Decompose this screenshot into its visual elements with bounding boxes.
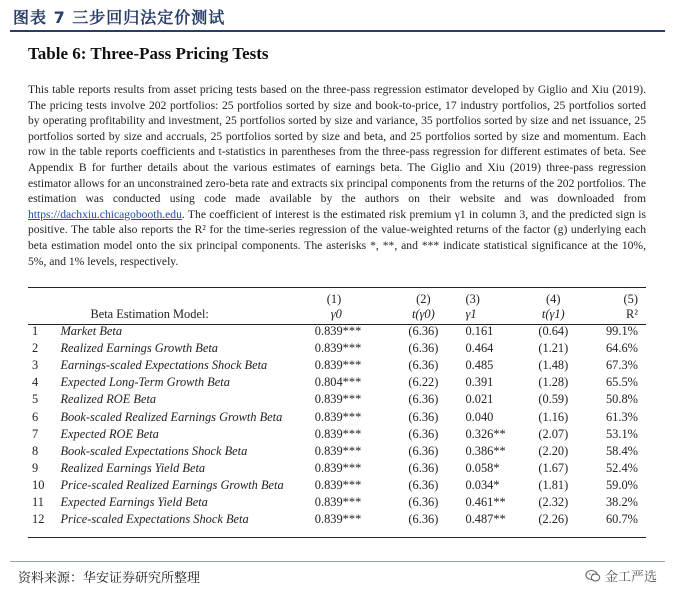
row-gamma1: 0.161 [465,324,494,339]
row-gamma1: 0.040 [465,409,494,424]
row-r2: 65.5% [605,375,638,390]
watermark-text: 金工严选 [604,570,657,585]
column-name-row [28,307,646,323]
row-model: Expected ROE Beta [60,426,159,441]
row-t-gamma0: (6.36) [408,477,439,492]
row-t-gamma1: (1.67) [538,460,569,475]
row-t-gamma0: (6.36) [408,358,439,373]
table-row [28,477,646,494]
row-model: Price-scaled Realized Earnings Growth Beta [60,477,284,492]
row-t-gamma1: (2.32) [538,494,569,509]
row-gamma0: 0.804*** [314,375,362,390]
row-t-gamma0: (6.36) [408,392,439,407]
row-gamma0: 0.839*** [314,443,362,458]
row-model: Price-scaled Expectations Shock Beta [60,512,249,527]
row-r2: 59.0% [605,477,638,492]
row-gamma1: 0.461** [465,494,506,509]
row-gamma0: 0.839*** [314,324,362,339]
row-index: 8 [32,443,39,458]
col-number-3: (3) [465,292,480,306]
table-row [28,340,646,357]
row-t-gamma0: (6.22) [408,375,439,390]
row-r2: 61.3% [605,409,638,424]
row-r2: 38.2% [605,494,638,509]
row-index: 4 [32,375,39,390]
row-r2: 64.6% [605,341,638,356]
table-row [28,460,646,477]
row-t-gamma0: (6.36) [408,324,439,339]
row-gamma0: 0.839*** [314,341,362,356]
row-r2: 67.3% [605,358,638,373]
wechat-icon [585,568,601,584]
row-r2: 99.1% [605,324,638,339]
row-model: Expected Earnings Yield Beta [60,494,208,509]
row-gamma1: 0.326** [465,426,506,441]
table-bottom-rule [28,537,646,538]
table-row [28,323,646,340]
row-index: 2 [32,341,39,356]
row-index: 7 [32,426,39,441]
row-r2: 52.4% [605,460,638,475]
col-number-1: (1) [326,292,342,306]
row-t-gamma1: (2.26) [538,512,569,527]
row-t-gamma1: (1.28) [538,375,569,390]
row-t-gamma0: (6.36) [408,426,439,441]
watermark [585,566,657,585]
row-index: 5 [32,392,39,407]
table-row [28,443,646,460]
row-index: 9 [32,460,39,475]
row-gamma1: 0.391 [465,375,494,390]
row-index: 6 [32,409,39,424]
table-top-rule [28,287,646,288]
row-index: 3 [32,358,39,373]
row-t-gamma1: (1.16) [538,409,569,424]
table-row [28,391,646,408]
col-number-4: (4) [546,292,561,306]
row-t-gamma1: (1.81) [538,477,569,492]
row-t-gamma0: (6.36) [408,341,439,356]
row-t-gamma1: (0.59) [538,392,569,407]
row-r2: 60.7% [605,512,638,527]
column-number-row [28,290,646,307]
row-gamma0: 0.839*** [314,460,362,475]
row-gamma0: 0.839*** [314,409,362,424]
row-gamma1: 0.058* [465,460,500,475]
table-row [28,511,646,528]
row-gamma1: 0.034* [465,477,500,492]
description-text: This table reports results from asset pricing tests based on the three-pass regression estimator developed by Giglio and Xiu (2019). The pricing tests involve 202 portfolios: 25 portfolios sorted by size and book-to-price, 17 industry portfolios, 25 portfolios sorted by operating profitability and investment, 25 portfolios sorted by size and variance, 35 portfolios sorted by size and net issuance, 25 portfolios sorted by size and accruals, 25 portfolios sorted by size and beta, and 25 portfolios sorted by size and momentum. Each row in the table reports coefficients and t-statistics in parentheses from the three-pass regression for different estimates of beta. See Appendix B for further details about the various estimates of earnings beta. The Giglio and Xiu (2019) three-pass regression estimator allows for an unconstrained zero-beta rate and extracts six principal components from the returns of the 202 portfolios. The estimation was conducted using code made available by the authors on their website and was downloaded from [28,83,646,206]
row-t-gamma1: (0.64) [538,324,569,339]
row-model: Realized ROE Beta [60,392,157,407]
row-gamma1: 0.487** [465,512,506,527]
row-gamma0: 0.839*** [314,512,362,527]
row-model: Book-scaled Realized Earnings Growth Beta [60,409,283,424]
row-r2: 58.4% [605,443,638,458]
row-r2: 53.1% [605,426,638,441]
row-gamma0: 0.839*** [314,494,362,509]
row-t-gamma0: (6.36) [408,460,439,475]
author-website-link[interactable]: https://dachxiu.chicagobooth.edu [28,207,182,221]
row-model: Expected Long-Term Growth Beta [60,375,230,390]
row-t-gamma1: (2.20) [538,443,569,458]
row-gamma1: 0.021 [465,392,494,407]
results-table [28,290,646,528]
col-name-r2: R² [626,307,638,321]
row-r2: 50.8% [605,392,638,407]
col-number-5: (5) [623,292,638,306]
model-header: Beta Estimation Model: [90,307,209,321]
col-name-gamma0: γ0 [330,307,342,321]
row-index: 11 [32,494,44,509]
table-row [28,357,646,374]
col-number-2: (2) [416,292,431,306]
col-name-t-gamma1: t(γ1) [541,307,565,321]
description-text-continued: . The coefficient of interest is the estimated risk premium γ1 in column 3, and the predicted sign is positive. The table also reports the R² for the time-series regression of the value-weighted returns of the factor (g) underlying each beta estimation model onto the six principal components. The asterisks *, **, and *** indicate statistical significance at the 10%, 5%, and 1% levels, respectively. [28,207,646,268]
table-row [28,494,646,511]
col-name-gamma1: γ1 [465,307,477,321]
row-model: Earnings-scaled Expectations Shock Beta [60,358,268,373]
row-index: 1 [32,324,39,339]
row-gamma1: 0.386** [465,443,506,458]
table-row [28,374,646,391]
row-gamma0: 0.839*** [314,358,362,373]
row-model: Book-scaled Expectations Shock Beta [60,443,248,458]
row-model: Realized Earnings Yield Beta [60,460,206,475]
source-note: 资料来源：华安证券研究所整理 [18,571,201,586]
row-model: Realized Earnings Growth Beta [60,341,218,356]
row-gamma1: 0.464 [465,341,494,356]
row-index: 10 [32,477,45,492]
row-model: Market Beta [60,324,123,339]
row-gamma0: 0.839*** [314,426,362,441]
row-t-gamma0: (6.36) [408,409,439,424]
row-t-gamma1: (1.48) [538,358,569,373]
table-title: Table 6: Three-Pass Pricing Tests [28,44,269,63]
row-gamma0: 0.839*** [314,477,362,492]
col-name-t-gamma0: t(γ0) [411,307,435,321]
table-description [28,82,646,269]
footer-divider [10,561,665,562]
row-t-gamma0: (6.36) [408,443,439,458]
figure-title: 图表 7 三步回归法定价测试 [13,8,226,27]
row-gamma0: 0.839*** [314,392,362,407]
figure-header [0,0,675,30]
header-divider [10,30,665,32]
row-gamma1: 0.485 [465,358,494,373]
row-t-gamma0: (6.36) [408,494,439,509]
table-row [28,408,646,425]
row-index: 12 [32,512,45,527]
header-bottom-rule [28,324,646,325]
table-row [28,426,646,443]
row-t-gamma1: (2.07) [538,426,569,441]
row-t-gamma1: (1.21) [538,341,569,356]
row-t-gamma0: (6.36) [408,512,439,527]
